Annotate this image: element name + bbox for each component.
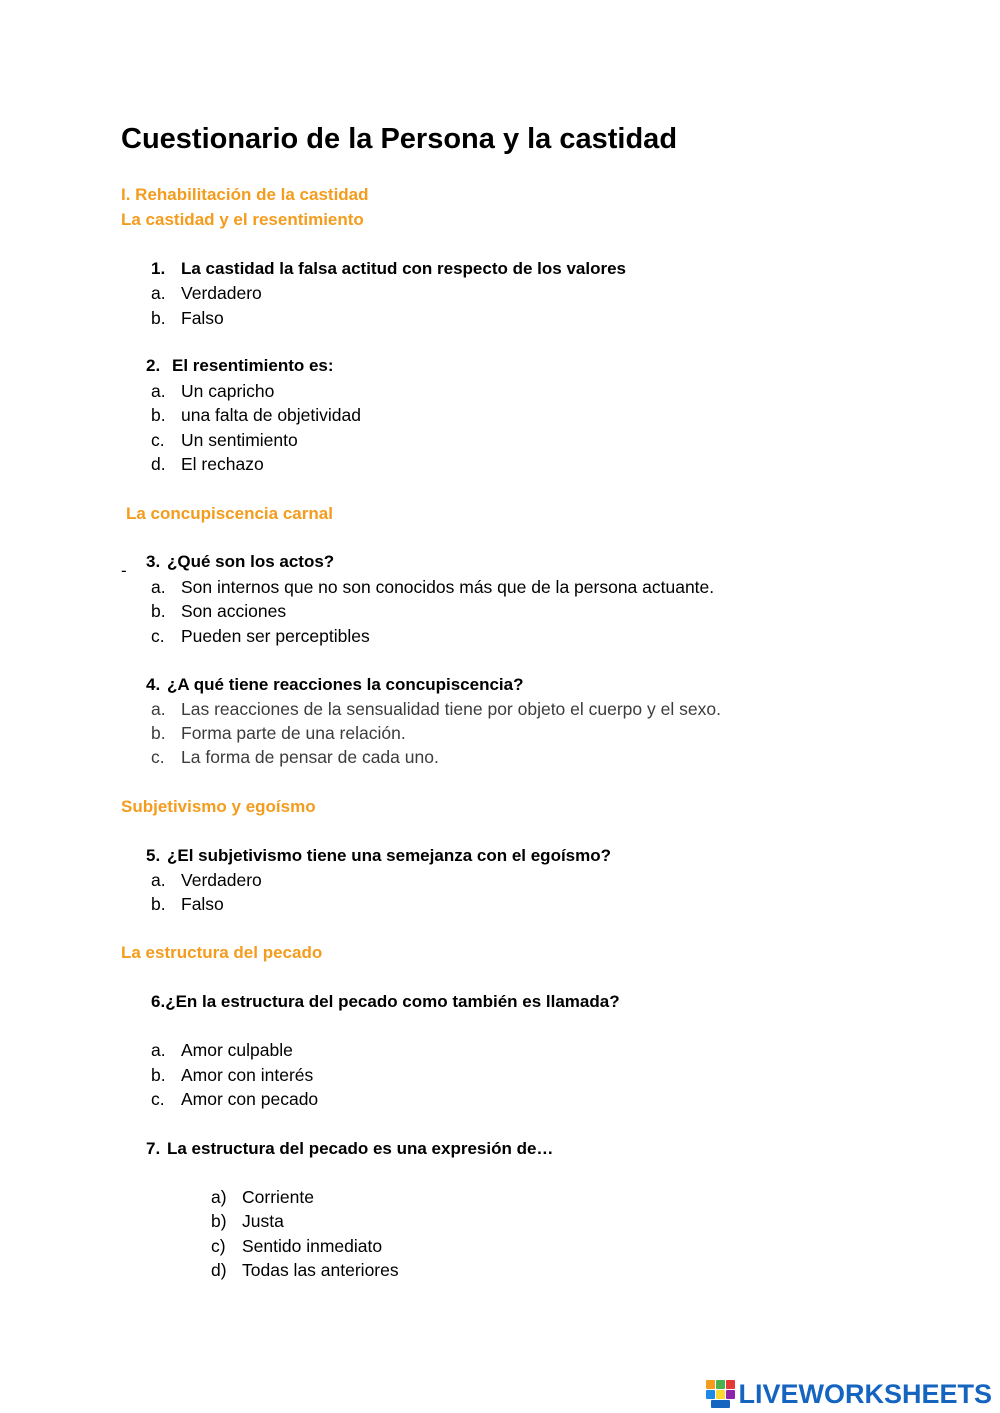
option-7c[interactable] [211, 1234, 383, 1258]
question-number: 6. [151, 992, 166, 1011]
question-6 [151, 990, 620, 1014]
option-text: Falso [181, 308, 224, 328]
option-label: b. [151, 894, 166, 914]
option-label: b) [211, 1211, 227, 1231]
question-text: La estructura del pecado es una expresión de… [167, 1139, 554, 1158]
option-label: a. [151, 577, 166, 597]
question-number: 1. [151, 259, 166, 278]
option-text: Amor con pecado [181, 1089, 319, 1109]
option-1b[interactable] [151, 306, 224, 330]
option-5b[interactable] [151, 892, 224, 916]
option-3c[interactable] [151, 624, 370, 648]
option-text: El rechazo [181, 454, 264, 474]
question-text: ¿El subjetivismo tiene una semejanza con el egoísmo? [167, 846, 612, 865]
option-text: Falso [181, 894, 224, 914]
option-text: Un capricho [181, 381, 275, 401]
option-4b[interactable] [151, 721, 406, 745]
section-heading-concupiscencia: La concupiscencia carnal [126, 504, 333, 523]
option-text: Las reacciones de la sensualidad tiene por objeto el cuerpo y el sexo. [181, 699, 721, 719]
option-label: b. [151, 308, 166, 328]
question-text: ¿En la estructura del pecado como también es llamada? [165, 992, 620, 1011]
option-text: una falta de objetividad [181, 405, 361, 425]
option-6b[interactable] [151, 1063, 314, 1087]
question-text: ¿A qué tiene reacciones la concupiscencia? [167, 675, 524, 694]
question-5 [146, 844, 612, 868]
option-7d[interactable] [211, 1258, 399, 1282]
question-number: 3. [146, 552, 161, 571]
option-text: Un sentimiento [181, 430, 298, 450]
option-6a[interactable] [151, 1038, 293, 1062]
option-4a[interactable] [151, 697, 721, 721]
option-2b[interactable] [151, 403, 361, 427]
option-text: Pueden ser perceptibles [181, 626, 370, 646]
option-label: a. [151, 699, 166, 719]
section-heading-resentimiento: La castidad y el resentimiento [121, 210, 364, 229]
section-heading-pecado: La estructura del pecado [121, 943, 323, 962]
question-number: 5. [146, 846, 161, 865]
option-label: c. [151, 626, 165, 646]
option-text: Verdadero [181, 870, 262, 890]
option-6c[interactable] [151, 1087, 319, 1111]
question-1 [151, 257, 626, 281]
option-label: c. [151, 747, 165, 767]
option-label: d. [151, 454, 166, 474]
option-2c[interactable] [151, 428, 298, 452]
option-label: c. [151, 1089, 165, 1109]
option-label: a) [211, 1187, 227, 1207]
option-text: Justa [242, 1211, 284, 1231]
option-text: Son acciones [181, 601, 287, 621]
option-2d[interactable] [151, 452, 264, 476]
option-3b[interactable] [151, 599, 287, 623]
option-text: Corriente [242, 1187, 314, 1207]
question-number: 2. [146, 356, 161, 375]
question-3 [146, 550, 335, 574]
question-text: La castidad la falsa actitud con respecto de los valores [181, 259, 626, 278]
section-heading-rehabilitacion: I. Rehabilitación de la castidad [121, 185, 369, 204]
option-7a[interactable] [211, 1185, 314, 1209]
question-2 [146, 354, 334, 378]
option-1a[interactable] [151, 281, 262, 305]
question-number: 7. [146, 1139, 161, 1158]
question-text: ¿Qué son los actos? [167, 552, 335, 571]
question-text: El resentimiento es: [172, 356, 334, 375]
option-label: c) [211, 1236, 226, 1256]
question-number: 4. [146, 675, 161, 694]
option-text: La forma de pensar de cada uno. [181, 747, 439, 767]
option-text: Forma parte de una relación. [181, 723, 406, 743]
option-7b[interactable] [211, 1209, 284, 1233]
liveworksheets-logo-icon [706, 1380, 736, 1408]
stray-dash: - [121, 561, 127, 580]
liveworksheets-logo[interactable] [706, 1377, 992, 1411]
option-label: b. [151, 601, 166, 621]
option-5a[interactable] [151, 868, 262, 892]
page-title: Cuestionario de la Persona y la castidad [121, 123, 678, 155]
option-text: Amor culpable [181, 1040, 293, 1060]
question-4 [146, 673, 524, 697]
option-text: Son internos que no son conocidos más que de la persona actuante. [181, 577, 715, 597]
option-text: Sentido inmediato [242, 1236, 383, 1256]
option-2a[interactable] [151, 379, 275, 403]
option-text: Amor con interés [181, 1065, 314, 1085]
option-3a[interactable] [151, 575, 715, 599]
question-7 [146, 1137, 554, 1161]
option-label: b. [151, 405, 166, 425]
option-text: Todas las anteriores [242, 1260, 399, 1280]
section-heading-subjetivismo: Subjetivismo y egoísmo [121, 797, 316, 816]
brand-name: LIVEWORKSHEETS [738, 1379, 992, 1409]
option-label: a. [151, 381, 166, 401]
option-label: c. [151, 430, 165, 450]
option-label: a. [151, 283, 166, 303]
option-label: d) [211, 1260, 227, 1280]
option-label: b. [151, 1065, 166, 1085]
option-label: a. [151, 1040, 166, 1060]
option-text: Verdadero [181, 283, 262, 303]
option-label: b. [151, 723, 166, 743]
option-4c[interactable] [151, 745, 439, 769]
option-label: a. [151, 870, 166, 890]
